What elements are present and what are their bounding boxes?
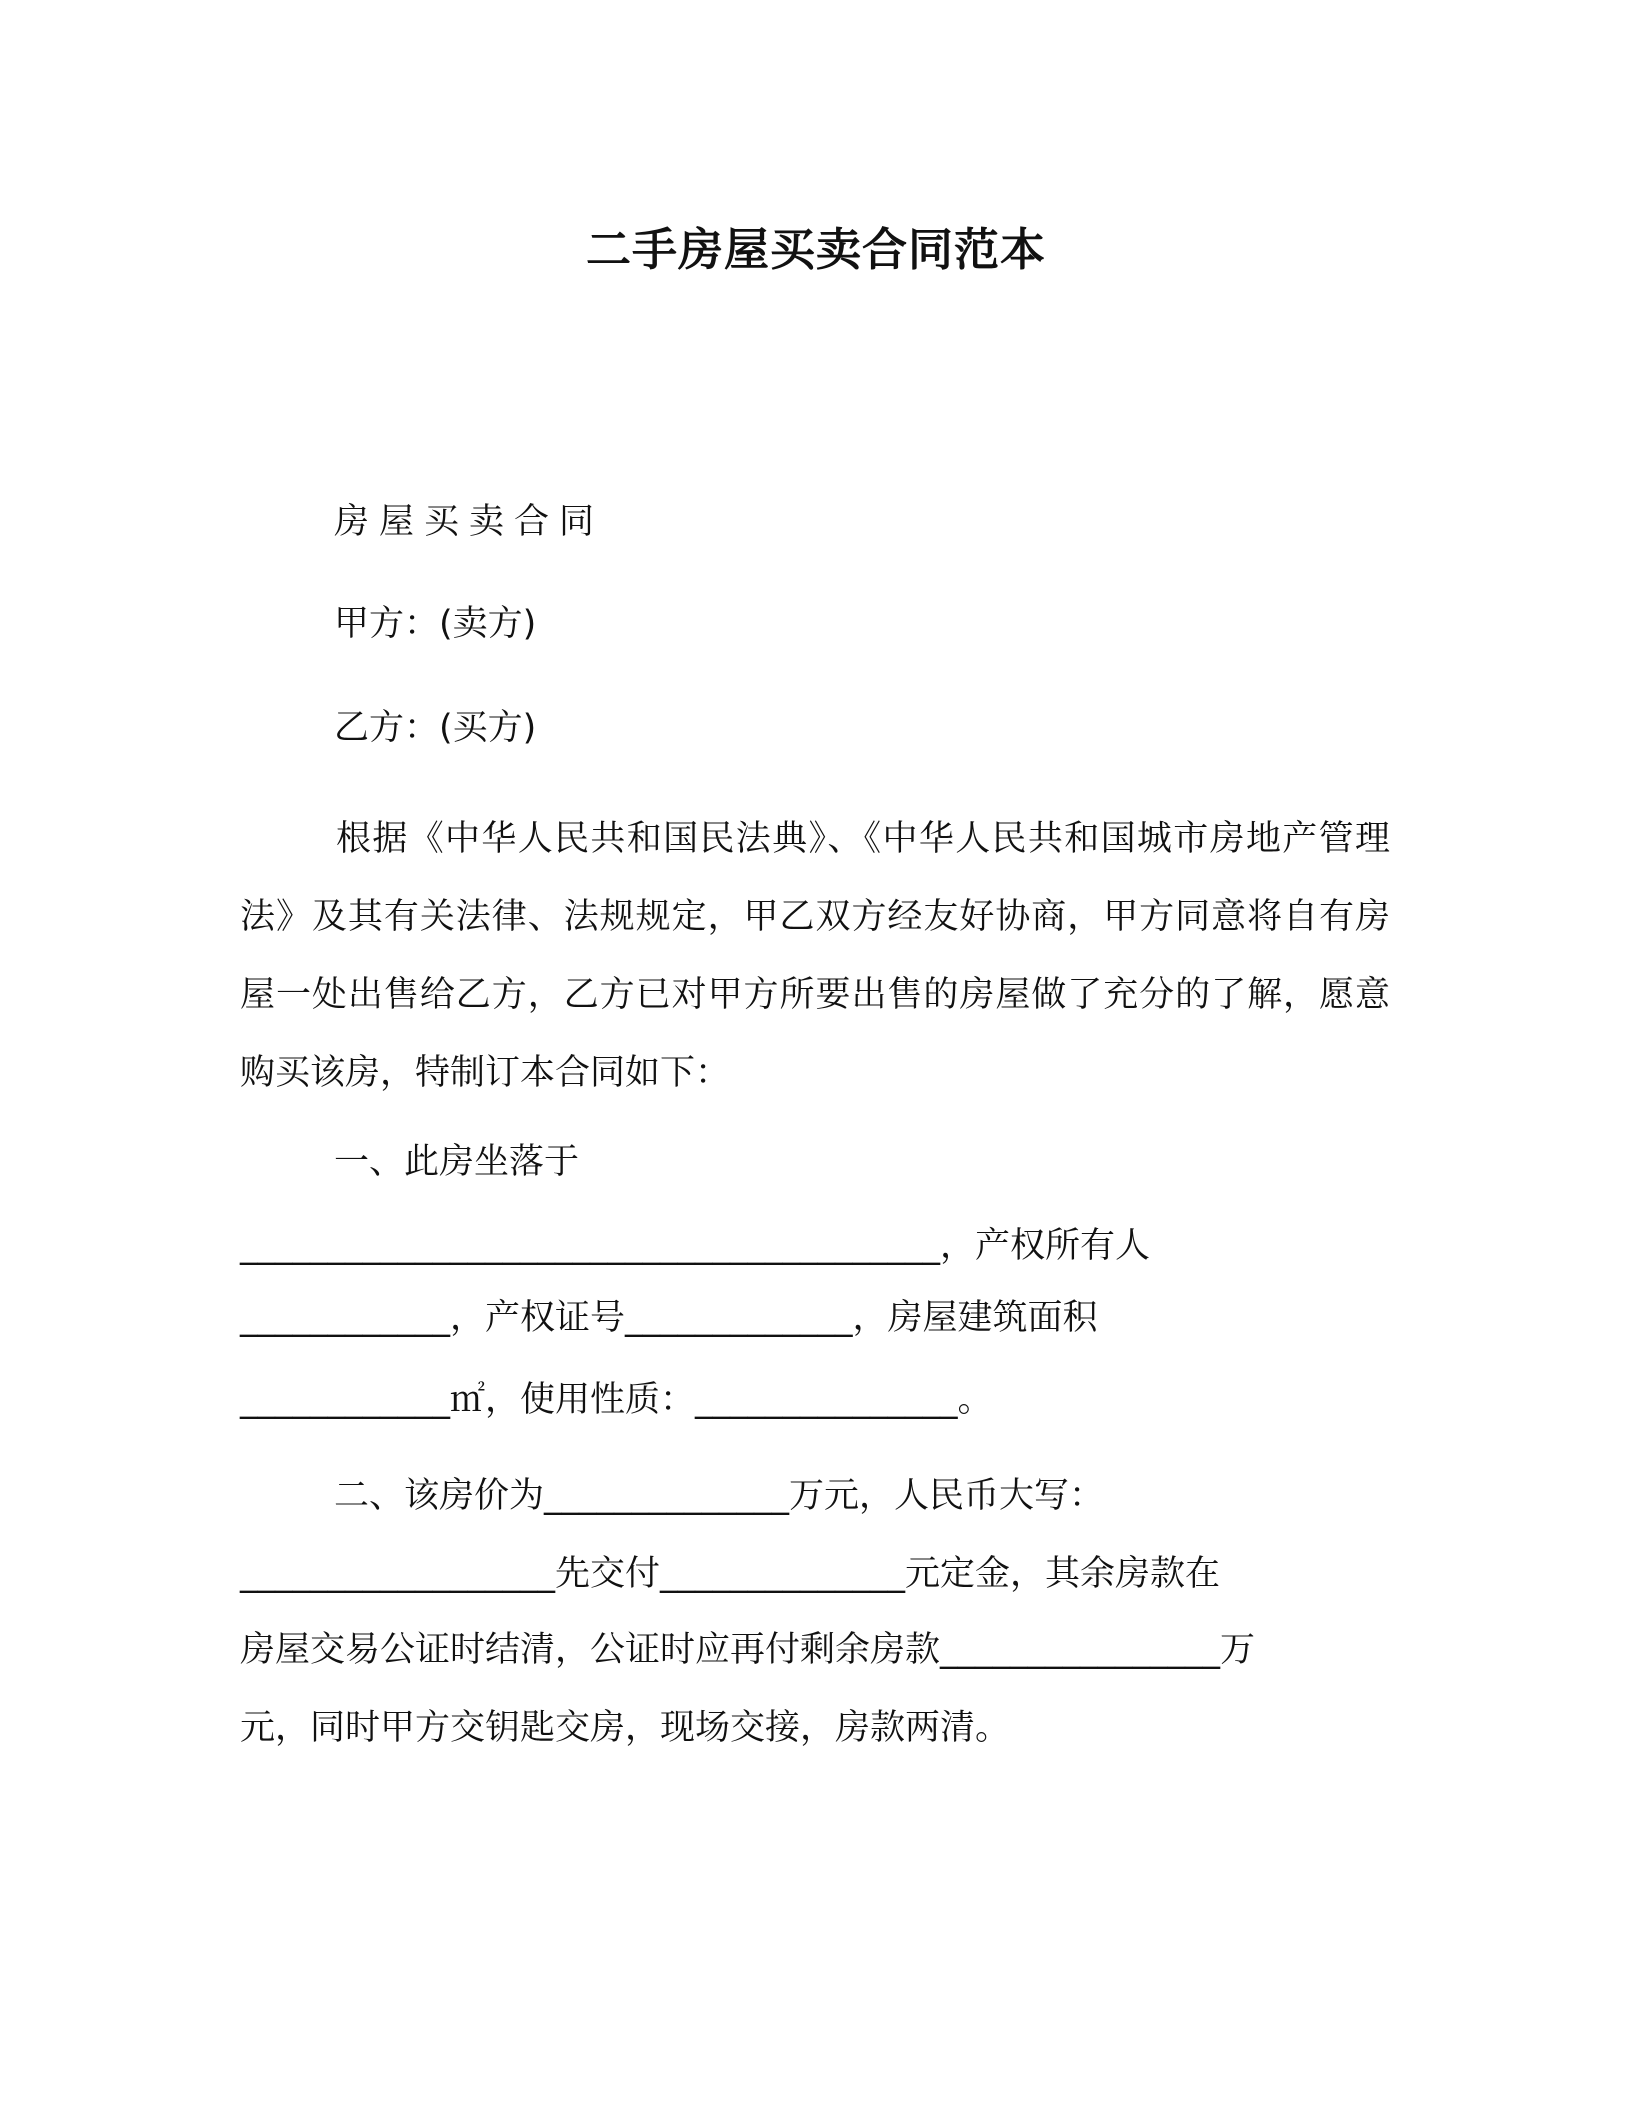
party-a: 甲方：(卖方) (334, 604, 537, 644)
clause-1-line-1: ________________________________________，产权所有人 (240, 1226, 1151, 1266)
clause-1-line-2: ____________，产权证号_____________，房屋建筑面积 (240, 1298, 1098, 1338)
clause-2-line-3: 房屋交易公证时结清，公证时应再付剩余房款________________万 (240, 1630, 1256, 1670)
clause-2-line-4: 元，同时甲方交钥匙交房，现场交接，房款两清。 (240, 1708, 1011, 1748)
intro-paragraph: 根据《中华人民共和国民法典》、《中华人民共和国城市房地产管理法》及其有关法律、法规规定，甲乙双方经友好协商，甲方同意将自有房屋一处出售给乙方，乙方已对甲方所要出售的房屋做了充分的了解，愿意购买该房，特制订本合同如下： (240, 819, 1390, 1093)
clause-2-line-2: __________________先交付______________元定金，其余房款在 (240, 1554, 1221, 1594)
clause-1-line-3: ____________㎡，使用性质：_______________。 (240, 1380, 993, 1420)
party-b: 乙方：(买方) (334, 708, 537, 748)
document-title: 二手房屋买卖合同范本 (585, 223, 1046, 276)
clause-1-label: 一、此房坐落于 (334, 1142, 580, 1182)
clause-2-line-1: 二、该房价为______________万元，人民币大写： (334, 1476, 1105, 1516)
contract-heading: 房屋买卖合同 (334, 502, 605, 542)
